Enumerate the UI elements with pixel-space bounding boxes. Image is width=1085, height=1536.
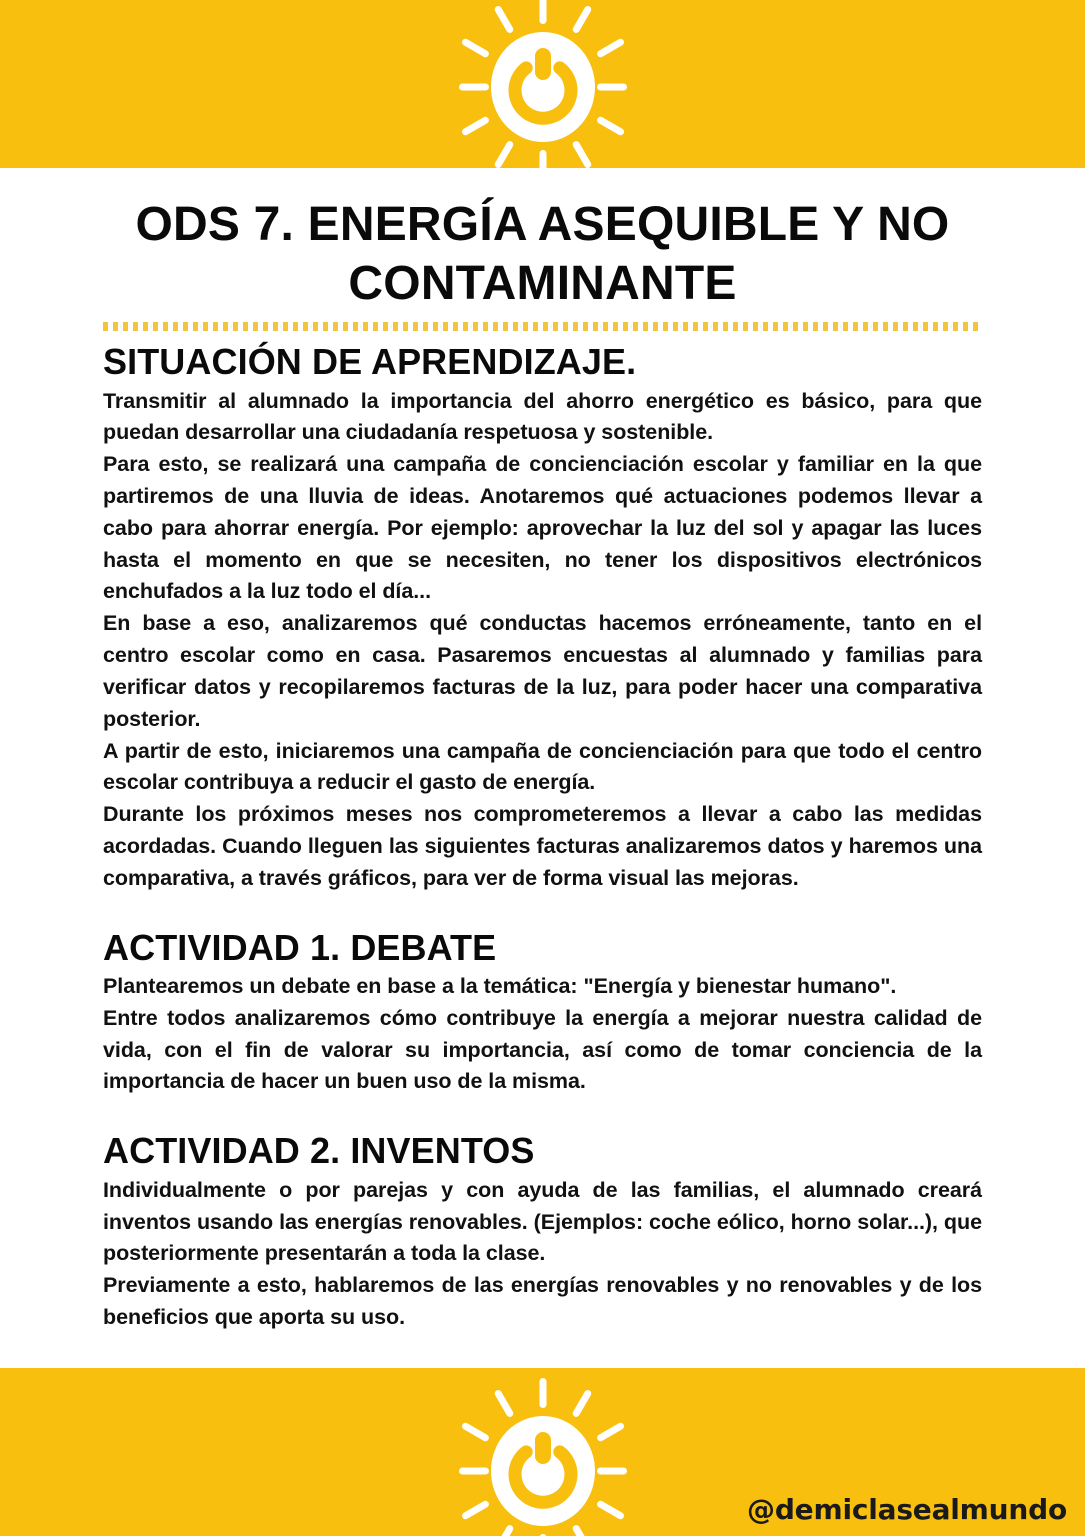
- paragraph: Transmitir al alumnado la importancia del ahorro energético es básico, para que puedan desarrollar una ciudadanía respetuosa y sostenible.: [103, 388, 982, 445]
- section-heading: ACTIVIDAD 2. INVENTOS: [103, 1130, 535, 1172]
- section-situacion-aprendizaje: [103, 331, 982, 894]
- paragraph: Individualmente o por parejas y con ayuda de las familias, el alumnado creará inventos usando las energías renovables. (Ejemplos: coche eólico, horno solar...), que posteriormente presentarán a toda la clase.: [103, 1177, 982, 1266]
- sun-power-icon: [443, 1376, 643, 1536]
- paragraph: Previamente a esto, hablaremos de las energías renovables y no renovables y de los beneficios que aporta su uso.: [103, 1273, 982, 1329]
- dotted-divider: [103, 322, 982, 331]
- section-actividad-2-inventos: [103, 1098, 982, 1334]
- paragraph: Durante los próximos meses nos comprometeremos a llevar a cabo las medidas acordadas. Cuando lleguen las siguientes facturas analizaremos datos y haremos una comparativa, a través gráficos, para ver de forma visual las mejoras.: [103, 802, 982, 890]
- page-title: ODS 7. ENERGÍA ASEQUIBLE Y NO CONTAMINANTE: [135, 198, 950, 310]
- header-sun-icon-wrapper: [443, 0, 643, 168]
- footer-band: [0, 1368, 1085, 1536]
- sun-power-icon: [443, 0, 643, 168]
- section-actividad-1-debate: [103, 895, 982, 1099]
- social-handle: @demiclasealmundo: [747, 1493, 1067, 1526]
- document-content: [0, 168, 1085, 1368]
- section-heading: ACTIVIDAD 1. DEBATE: [103, 926, 497, 968]
- footer-sun-icon-wrapper: [443, 1376, 643, 1536]
- paragraph: A partir de esto, iniciaremos una campaña de concienciación para que todo el centro escolar contribuya a reducir el gasto de energía.: [103, 738, 982, 795]
- paragraph: Para esto, se realizará una campaña de concienciación escolar y familiar en la que partiremos de una lluvia de ideas. Anotaremos qué actuaciones podemos llevar a cabo para ahorrar energía. Por ejemplo: aprovechar la luz del sol y apagar las luces hasta el momento en que se necesiten, no tener los dispositivos electrónicos enchufados a la luz todo el día...: [103, 452, 982, 604]
- header-band: [0, 0, 1085, 168]
- paragraph: Entre todos analizaremos cómo contribuye la energía a mejorar nuestra calidad de vida, con el fin de valorar su importancia, así como de tomar conciencia de la importancia de hacer un buen uso de la misma.: [103, 1005, 982, 1094]
- paragraph: En base a eso, analizaremos qué conductas hacemos erróneamente, tanto en el centro escolar como en casa. Pasaremos encuestas al alumnado y familias para verificar datos y recopilaremos facturas de la luz, para poder hacer una comparativa posterior.: [103, 611, 982, 731]
- section-heading: SITUACIÓN DE APRENDIZAJE.: [103, 341, 637, 383]
- paragraph: Plantearemos un debate en base a la temática: "Energía y bienestar humano".: [103, 974, 897, 999]
